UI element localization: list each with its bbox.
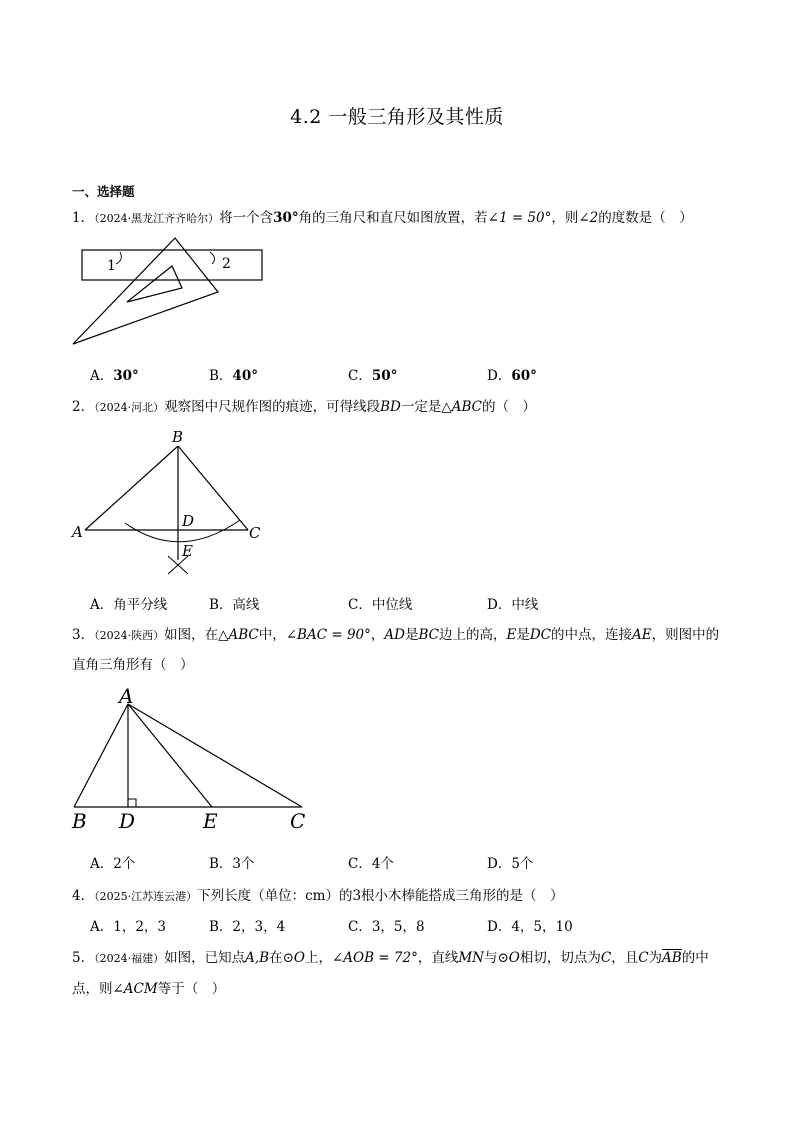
option-c[interactable]: C．中位线: [348, 597, 413, 613]
point-e: E: [182, 542, 193, 560]
option-b[interactable]: B．3个: [209, 856, 255, 872]
angle-2-arc: [210, 252, 215, 264]
vertex-c: C: [249, 524, 261, 542]
option-c[interactable]: C．3，5，8: [348, 919, 425, 935]
question-source: （2024·福建）: [94, 952, 165, 965]
option-a[interactable]: A．1，2，3: [90, 919, 167, 935]
option-c[interactable]: C．4个: [348, 856, 394, 872]
vertex-b: B: [72, 809, 87, 833]
option-a[interactable]: A．2个: [90, 856, 136, 872]
question-number: 3．: [72, 627, 95, 643]
point-d: D: [182, 512, 195, 530]
vertex-c: C: [290, 809, 306, 833]
triangle-ruler-outer: [73, 238, 218, 344]
right-angle-mark: [128, 799, 136, 807]
option-a[interactable]: A．角平分线: [90, 597, 168, 613]
question-number: 2．: [72, 399, 95, 415]
question-source: （2024·黑龙江齐齐哈尔）: [94, 212, 220, 225]
side-ac: [128, 704, 302, 807]
question-3-stem-line-2: 直角三角形有（ ）: [72, 657, 194, 673]
question-number: 5．: [72, 950, 95, 966]
option-d[interactable]: D．中线: [487, 597, 539, 613]
option-a[interactable]: A．30°: [90, 368, 139, 384]
question-2-figure: [70, 430, 270, 580]
question-source: （2025·江苏连云港）: [94, 890, 198, 903]
angle-1-label: 1: [107, 258, 116, 274]
question-source: （2024·河北）: [94, 401, 165, 414]
angle-1-arc: [116, 252, 121, 264]
segment-ae: [128, 704, 212, 807]
triangle-ruler-inner: [127, 266, 182, 302]
arc-ab: $\overline{AB}$: [662, 950, 682, 966]
question-source: （2024·陕西）: [94, 629, 165, 642]
question-5-stem: 5．（2024·福建）如图，已知点A,B在⊙O上，∠AOB = 72°，直线MN与⊙O相切，切点为C，且C为$\overline{AB}$的中: [72, 950, 709, 966]
option-d[interactable]: D．4，5，10: [487, 919, 573, 935]
option-c[interactable]: C．50°: [348, 368, 398, 384]
vertex-a: A: [72, 523, 83, 541]
option-d[interactable]: D．60°: [487, 368, 537, 384]
option-d[interactable]: D．5个: [487, 856, 534, 872]
side-ab: [85, 446, 178, 530]
question-number: 4．: [72, 888, 95, 904]
point-e: E: [203, 809, 218, 833]
vertex-b: B: [172, 428, 184, 446]
option-b[interactable]: B．40°: [209, 368, 258, 384]
question-4-stem: 4．（2025·江苏连云港）下列长度（单位：cm）的3根小木棒能搭成三角形的是（ ）: [72, 888, 564, 904]
angle-2-label: 2: [222, 256, 231, 272]
question-3-figure: [70, 684, 310, 833]
option-b[interactable]: B．高线: [209, 597, 260, 613]
option-b[interactable]: B．2，3，4: [209, 919, 286, 935]
question-2-stem: 2．（2024·河北）观察图中尺规作图的痕迹，可得线段BD一定是△ABC的（ ）: [72, 399, 536, 415]
vertex-a: A: [119, 684, 134, 708]
page-title: 4.2 一般三角形及其性质: [290, 106, 504, 128]
question-1-stem: 1．（2024·黑龙江齐齐哈尔）将一个含30°角的三角尺和直尺如图放置，若∠1 = 50°，则∠2的度数是（ ）: [72, 210, 693, 226]
question-number: 1．: [72, 210, 95, 226]
question-3-stem: 3．（2024·陕西）如图，在△ABC中，∠BAC = 90°，AD是BC边上的高，E是DC的中点，连接AE，则图中的: [72, 627, 720, 643]
question-5-stem-line-2: 点，则∠ACM等于（ ）: [72, 981, 226, 997]
section-heading: 一、选择题: [72, 184, 135, 199]
question-1-figure: [70, 238, 270, 348]
side-ab: [74, 704, 128, 807]
point-d: D: [119, 809, 136, 833]
